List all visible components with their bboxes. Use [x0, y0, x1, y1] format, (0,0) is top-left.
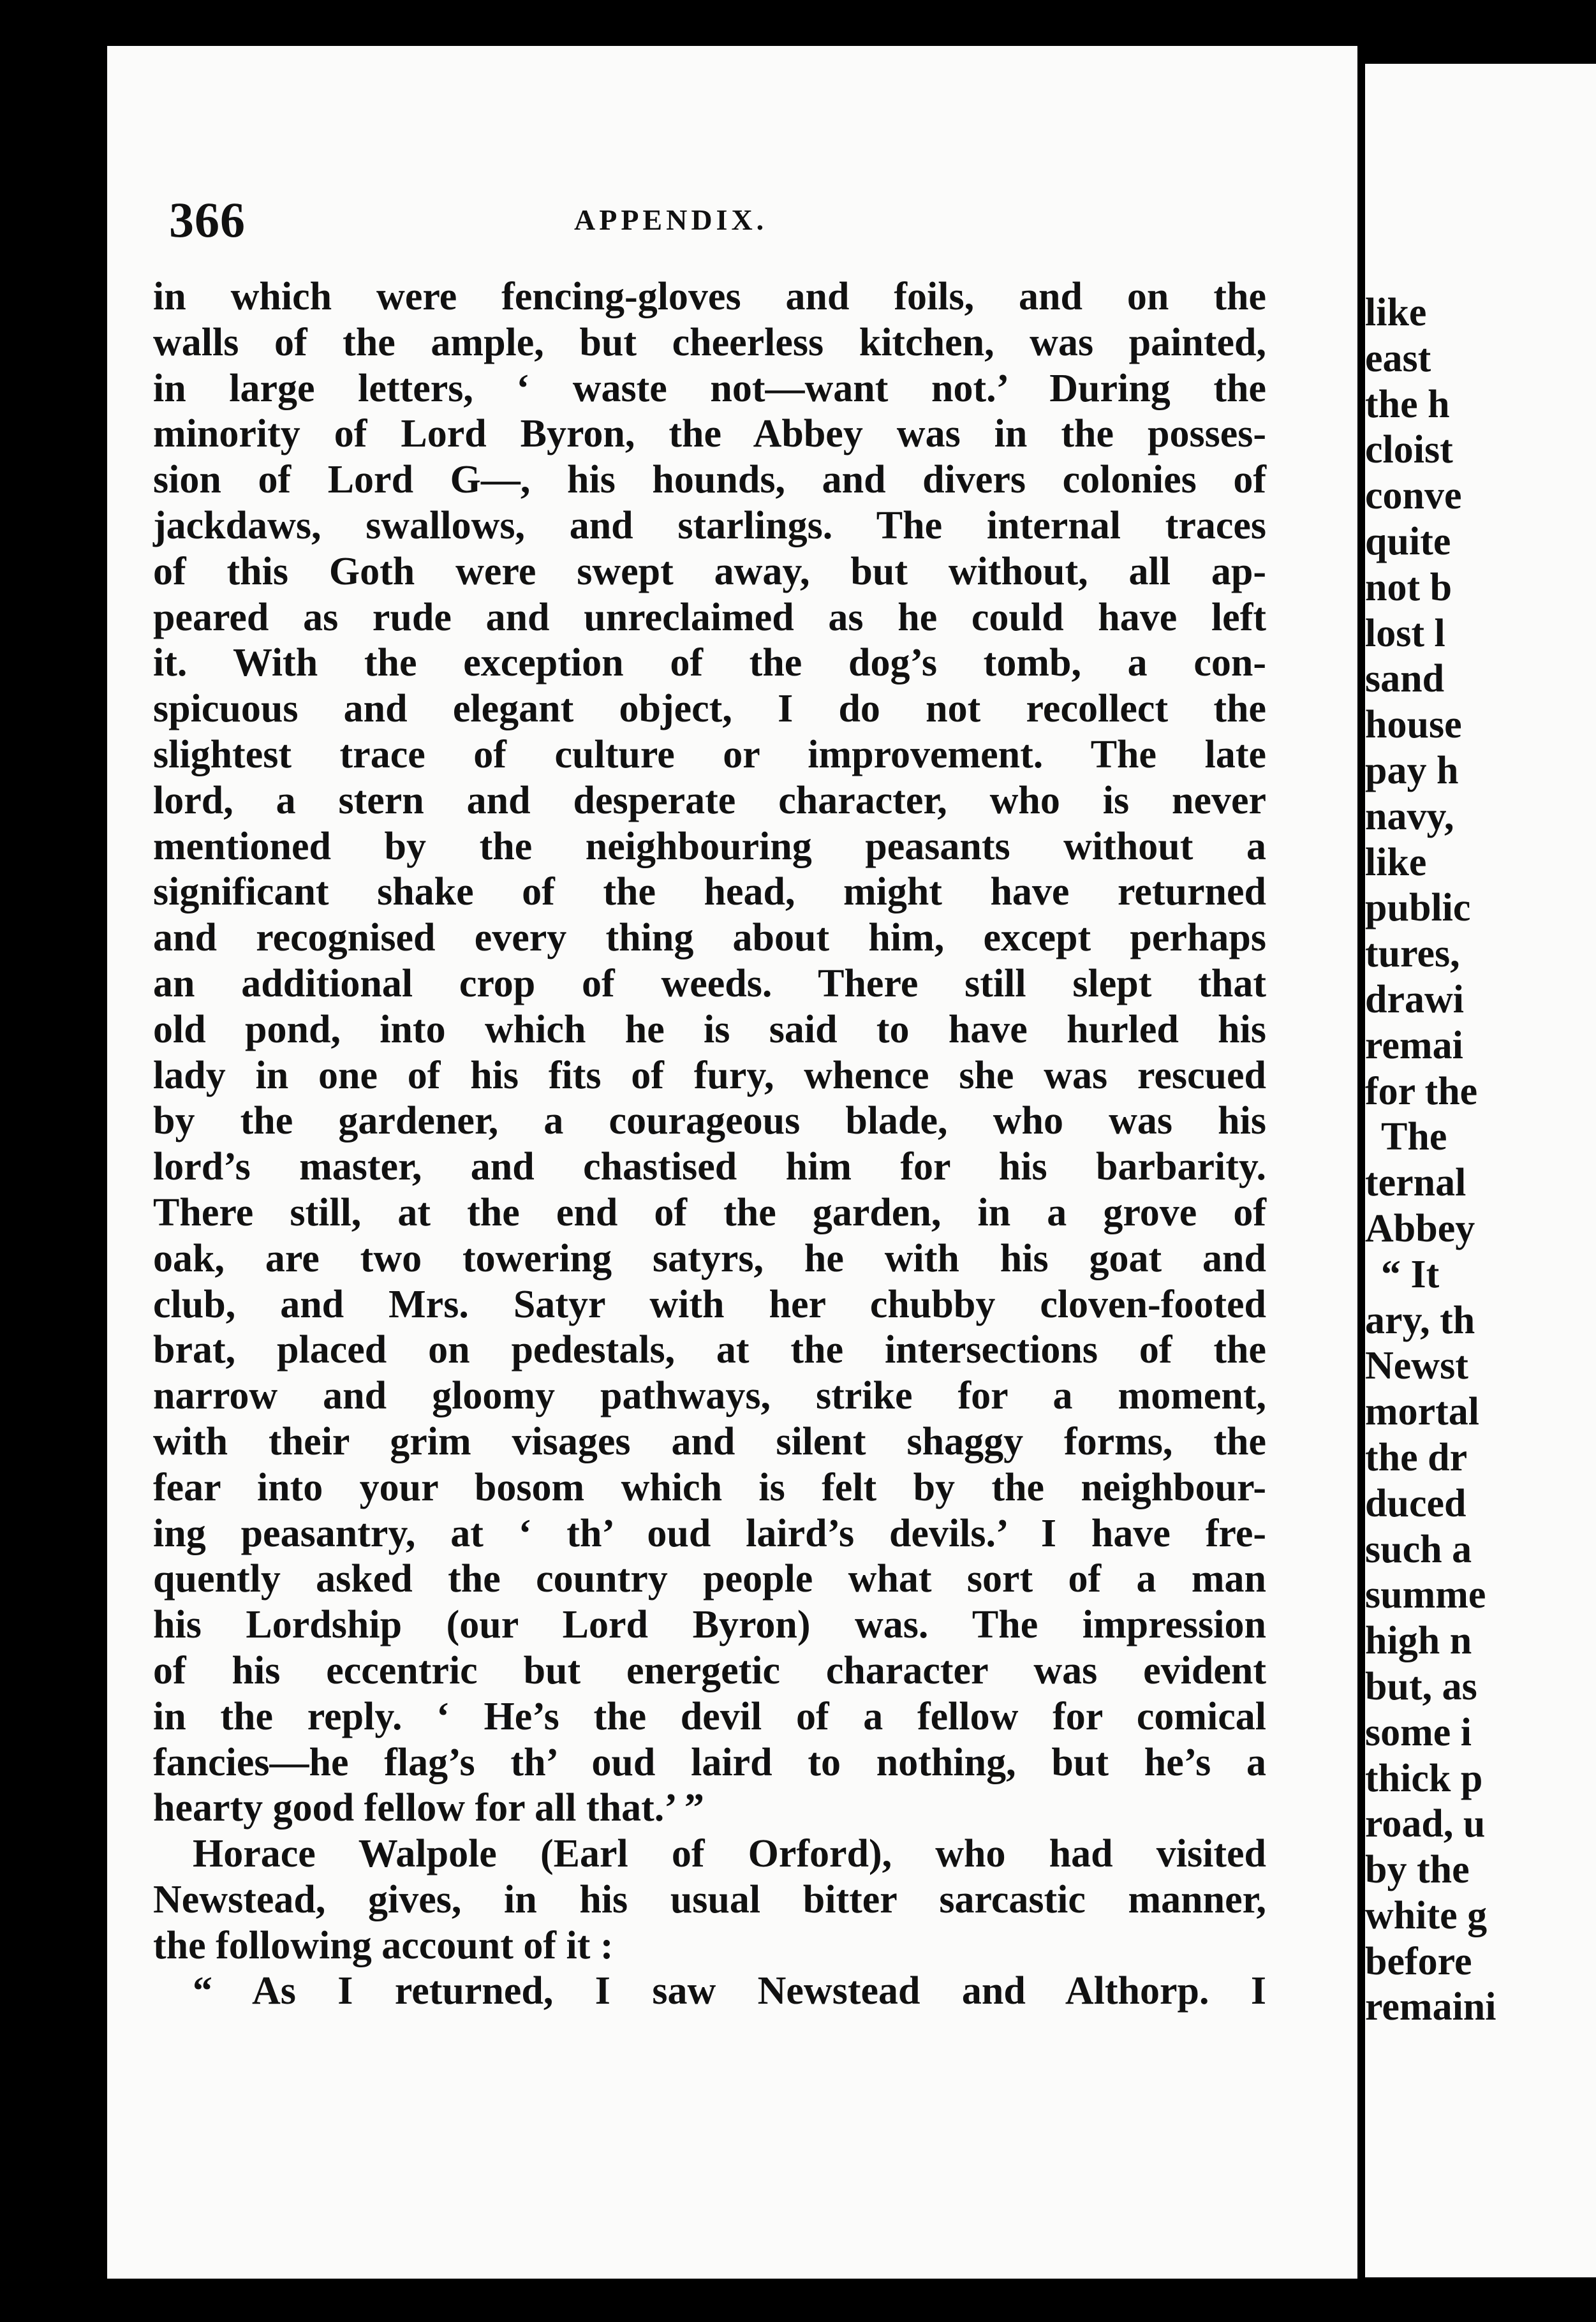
text-line: of his eccentric but energetic character was evident: [153, 1648, 1266, 1692]
text-line: fancies—he flag’s th’ oud laird to nothing, but he’s a: [153, 1740, 1266, 1784]
right-page-text: [1365, 290, 1596, 2030]
fragment-line: Abbey: [1365, 1206, 1475, 1250]
text-line: sion of Lord G—, his hounds, and divers colonies of: [153, 458, 1266, 502]
text-line: spicuous and elegant object, I do not recollect the: [153, 687, 1266, 731]
fragment-line: navy,: [1365, 794, 1454, 838]
fragment-line: ternal: [1365, 1161, 1467, 1205]
fragment-line: before: [1365, 1939, 1472, 1983]
fragment-line: pay h: [1365, 748, 1459, 792]
fragment-line: the h: [1365, 382, 1450, 426]
text-line: it. With the exception of the dog’s tomb, a con-: [153, 641, 1266, 685]
text-line: brat, placed on pedestals, at the intersections of the: [153, 1328, 1266, 1372]
text-line: Horace Walpole (Earl of Orford), who had visited: [193, 1832, 1266, 1876]
page-header: [169, 191, 1257, 262]
text-line: slightest trace of culture or improvement. The late: [153, 732, 1266, 776]
text-line: quently asked the country people what sort of a man: [153, 1557, 1266, 1601]
text-line: of this Goth were swept away, but without, all ap-: [153, 549, 1266, 593]
fragment-line: high n: [1365, 1619, 1472, 1663]
fragment-line: east: [1365, 336, 1431, 380]
text-line: “ As I returned, I saw Newstead and Althorp. I: [193, 1969, 1266, 2013]
text-line: narrow and gloomy pathways, strike for a moment,: [153, 1374, 1266, 1418]
fragment-line: not b: [1365, 565, 1452, 609]
running-head: APPENDIX.: [574, 203, 768, 236]
text-line: by the gardener, a courageous blade, who was his: [153, 1099, 1266, 1143]
fragment-line: some i: [1365, 1710, 1472, 1754]
fragment-line: like: [1365, 291, 1427, 334]
fragment-line: cloist: [1365, 428, 1453, 472]
text-line: with their grim visages and silent shaggy forms, the: [153, 1419, 1266, 1463]
fragment-line: drawi: [1365, 977, 1464, 1021]
text-line: his Lordship (our Lord Byron) was. The impression: [153, 1603, 1266, 1647]
fragment-line: remaini: [1365, 1985, 1496, 2029]
fragment-line: public: [1365, 886, 1471, 930]
text-line: oak, are two towering satyrs, he with his goat and: [153, 1236, 1266, 1280]
text-line: minority of Lord Byron, the Abbey was in the posses-: [153, 412, 1266, 456]
text-line: jackdaws, swallows, and starlings. The internal traces: [153, 503, 1266, 547]
fragment-line: mortal: [1365, 1390, 1480, 1434]
fragment-line: quite: [1365, 519, 1451, 563]
fragment-line: house: [1365, 703, 1462, 747]
fragment-line: Newst: [1365, 1344, 1468, 1388]
text-line: in large letters, ‘ waste not—want not.’ During the: [153, 366, 1266, 410]
text-line: peared as rude and unreclaimed as he could have left: [153, 595, 1266, 639]
text-line: and recognised every thing about him, except perhaps: [153, 916, 1266, 960]
fragment-line: white g: [1365, 1893, 1488, 1937]
fragment-line: for the: [1365, 1069, 1478, 1113]
fragment-line: such a: [1365, 1527, 1472, 1571]
fragment-line: the dr: [1365, 1435, 1468, 1479]
text-line: mentioned by the neighbouring peasants without a: [153, 824, 1266, 868]
fragment-line: The: [1381, 1115, 1447, 1159]
body-text: [153, 274, 1266, 2015]
text-line: an additional crop of weeds. There still slept that: [153, 961, 1266, 1005]
fragment-line: summe: [1365, 1573, 1486, 1617]
text-line: the following account of it :: [153, 1923, 614, 1967]
text-line: There still, at the end of the garden, in a grove of: [153, 1190, 1266, 1234]
text-line: lady in one of his fits of fury, whence she was rescued: [153, 1053, 1266, 1097]
fragment-line: road, u: [1365, 1802, 1486, 1846]
fragment-line: duced: [1365, 1481, 1467, 1525]
fragment-line: by the: [1365, 1848, 1470, 1892]
text-line: lord, a stern and desperate character, who is never: [153, 778, 1266, 822]
text-line: significant shake of the head, might have returned: [153, 870, 1266, 914]
fragment-line: but, as: [1365, 1664, 1477, 1708]
fragment-line: sand: [1365, 657, 1445, 701]
text-line: ing peasantry, at ‘ th’ oud laird’s devils.’ I have fre-: [153, 1511, 1266, 1555]
fragment-line: conve: [1365, 474, 1462, 518]
fragment-line: tures,: [1365, 932, 1460, 976]
page-number: 366: [169, 192, 246, 248]
text-line: in which were fencing-gloves and foils, and on the: [153, 275, 1266, 318]
fragment-line: remai: [1365, 1023, 1463, 1067]
text-line: in the reply. ‘ He’s the devil of a fellow for comical: [153, 1694, 1266, 1738]
fragment-line: ary, th: [1365, 1298, 1475, 1342]
fragment-line: “ It: [1381, 1252, 1440, 1296]
fragment-line: thick p: [1365, 1756, 1483, 1800]
text-line: old pond, into which he is said to have hurled his: [153, 1007, 1266, 1051]
fragment-line: like: [1365, 840, 1427, 884]
text-line: hearty good fellow for all that.’ ”: [153, 1786, 704, 1830]
text-line: walls of the ample, but cheerless kitchen, was painted,: [153, 320, 1266, 364]
fragment-line: lost l: [1365, 611, 1445, 655]
text-line: fear into your bosom which is felt by the neighbour-: [153, 1465, 1266, 1509]
text-line: lord’s master, and chastised him for his barbarity.: [153, 1145, 1266, 1189]
text-line: Newstead, gives, in his usual bitter sarcastic manner,: [153, 1877, 1266, 1921]
text-line: club, and Mrs. Satyr with her chubby cloven-footed: [153, 1282, 1266, 1326]
